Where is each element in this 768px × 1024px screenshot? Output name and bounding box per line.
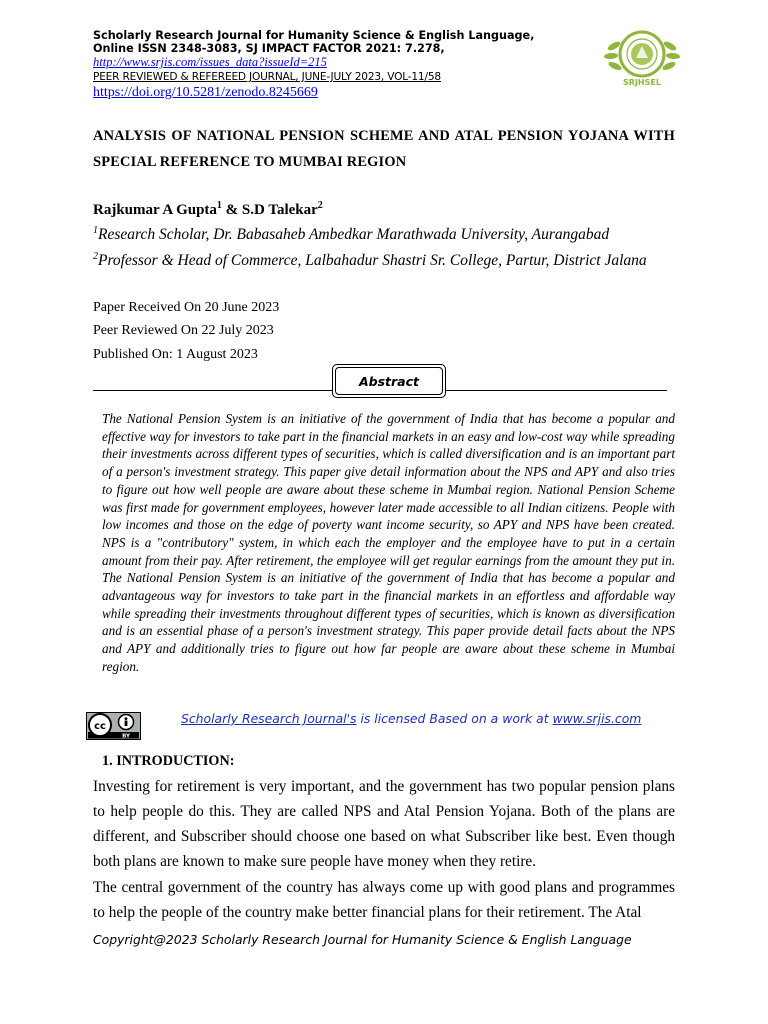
- affiliation-text: Professor & Head of Commerce, Lalbahadur Shastri Sr. College, Partur, District Jalana: [98, 252, 647, 269]
- affiliation-2: [93, 252, 647, 270]
- cc-badge-text: BY: [122, 733, 130, 740]
- logo-text: SRJHSEL: [623, 78, 661, 87]
- paper-title: ANALYSIS OF NATIONAL PENSION SCHEME AND ATAL PENSION YOJANA WITH SPECIAL REFERENCE TO MUMBAI REGION: [93, 128, 675, 170]
- journal-license-link[interactable]: Scholarly Research Journal's: [181, 711, 357, 726]
- author-separator: &: [221, 202, 242, 218]
- affiliation-superscript: 2: [93, 250, 98, 262]
- abstract-text: The National Pension System is an initiative of the government of India that has become a popular and effective way for investors to take part in the financial markets in an easy and low-cost way while spreading their investments across different types of securities, which is called diversification and is an important part of a person's investment strategy. This paper give detail information about the NPS and APY and also tries to figure out how well people are aware about these scheme in Mumbai region. National Pension Scheme was first made for government employees, however later made accessible to all Indian citizens. People with low incomes and those on the edge of poverty want income security, so APY and NPS have been created. NPS is a "contributory" system, in which each the employer and the employee have to put in a certain amount from their pay. After retirement, the employee will get regular earnings from the amount they put in. The National Pension System is an initiative of the government of India that has become a popular and advantageous way for investors to take part in the financial markets in an effortless and affordable way while spreading their investments throughout different types of securities, which is known as diversification and is an essential phase of a person's investment strategy. This paper provide detail facts about the NPS and APY and additionally tries to figure out how far people are aware about these scheme in Mumbai region.: [102, 411, 675, 674]
- license-middle-text: is licensed Based on a work at: [356, 711, 553, 726]
- affiliation-1: [93, 226, 609, 244]
- author-superscript: 2: [317, 200, 323, 211]
- copyright-footer: Copyright@2023 Scholarly Research Journal for Humanity Science & English Language: [93, 932, 632, 947]
- author-name: S.D Talekar: [241, 202, 318, 218]
- introduction-paragraph-1: Investing for retirement is very important, and the government has two popular pension plans to help people do this. They are called NPS and Atal Pension Yojana. Both of the plans are different, and Subscriber should choose one based on what Subscriber like best. Even though both plans are known to make sure people have money when they retire.: [93, 778, 675, 870]
- abstract-heading: Abstract: [335, 367, 443, 395]
- issn-line: Online ISSN 2348-3083, SJ IMPACT FACTOR 2021: 7.278,: [93, 42, 445, 55]
- abstract-heading-box: [332, 364, 446, 398]
- cc-by-license-icon[interactable]: [86, 712, 141, 740]
- reviewed-date: Peer Reviewed On 22 July 2023: [93, 323, 274, 338]
- author-name: Rajkumar A Gupta: [93, 202, 217, 218]
- peer-review-line: PEER REVIEWED & REFEREED JOURNAL, JUNE-JULY 2023, VOL-11/58: [93, 71, 441, 83]
- authors-line: [93, 202, 323, 219]
- issue-link[interactable]: http://www.srjis.com/issues_data?issueId=215: [93, 55, 327, 69]
- introduction-paragraph-2: The central government of the country has always come up with good plans and programmes to help the people of the country make better financial plans for their retirement. The Atal: [93, 879, 675, 921]
- affiliation-superscript: 1: [93, 224, 98, 236]
- published-date: Published On: 1 August 2023: [93, 347, 258, 362]
- svg-text:cc: cc: [94, 721, 106, 732]
- author-superscript: 1: [216, 200, 222, 211]
- introduction-heading: 1. INTRODUCTION:: [102, 753, 235, 769]
- affiliation-text: Research Scholar, Dr. Babasaheb Ambedkar Marathwada University, Aurangabad: [98, 226, 610, 243]
- doi-link[interactable]: https://doi.org/10.5281/zenodo.8245669: [93, 85, 318, 100]
- received-date: Paper Received On 20 June 2023: [93, 300, 280, 315]
- journal-logo: [598, 24, 686, 88]
- license-text: [181, 711, 641, 726]
- journal-name: Scholarly Research Journal for Humanity Science & English Language,: [93, 29, 535, 42]
- srjis-link[interactable]: www.srjis.com: [552, 711, 642, 726]
